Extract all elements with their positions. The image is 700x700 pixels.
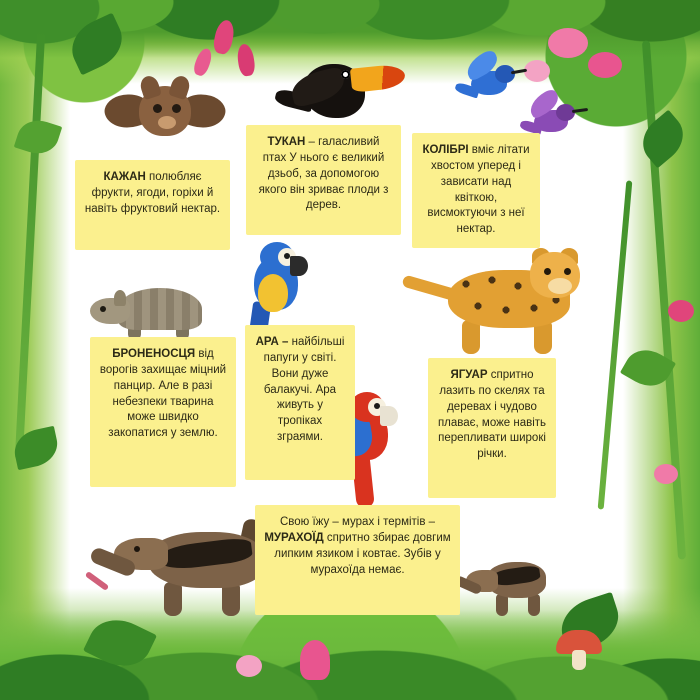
hummingbird-blue-illustration: [455, 55, 527, 115]
fact-card-anteater: [255, 505, 460, 615]
toucan-eye: [341, 70, 350, 79]
armadillo-shell: [118, 288, 202, 330]
fact-card-toucan: [246, 125, 401, 235]
fact-card-macaw: [245, 325, 355, 480]
anteater-eye: [134, 546, 140, 552]
flower-icon: [300, 640, 330, 680]
mushroom-icon: [556, 630, 602, 670]
fact-card-armadillo-name: БРОНЕНОСЦЯ: [112, 348, 196, 360]
fact-card-hummingbird-name: КОЛІБРІ: [422, 144, 469, 156]
armadillo-illustration: [88, 282, 210, 344]
fact-card-bat-name: КАЖАН: [103, 171, 146, 183]
fact-card-anteater-name: МУРАХОЇД: [264, 531, 324, 544]
macaw-beak: [290, 256, 308, 276]
flower-icon: [524, 60, 550, 82]
fact-card-armadillo: [90, 337, 236, 487]
jaguar-eye-right: [564, 268, 571, 275]
fact-card-anteater-text-before: Свою їжу – мурах і термітів –: [279, 516, 436, 528]
anteater-illustration: [90, 516, 280, 632]
anteater-baby-leg-rear: [528, 594, 540, 616]
bat-illustration: [105, 72, 225, 160]
anteater-baby-illustration: [460, 552, 558, 622]
toucan-illustration: [275, 52, 405, 132]
fact-card-bat: [75, 160, 230, 250]
flower-icon: [668, 300, 694, 322]
anteater-leg-front: [164, 582, 182, 616]
bat-snout: [158, 116, 176, 129]
fact-card-macaw-text: найбільші папуги у світі. Вони дуже балакучі. Ара живуть у тропіках зграями.: [263, 336, 345, 444]
flower-icon: [548, 28, 588, 58]
fact-card-toucan-text: – галасливий птах У нього є великий дзьоб, за допомогою якого він зриває плоди з дерев.: [258, 136, 389, 212]
jaguar-leg-rear: [462, 320, 480, 354]
fact-card-bat-text: полюбляє фрукти, ягоди, горіхи й навіть фруктовий нектар.: [84, 171, 221, 215]
mushroom-stem: [572, 650, 586, 670]
armadillo-ear: [114, 290, 126, 306]
flower-icon: [588, 52, 622, 78]
flower-icon: [654, 464, 678, 484]
flower-icon: [236, 655, 262, 677]
toucan-beak: [350, 63, 406, 93]
jaguar-eye-left: [544, 268, 551, 275]
fact-card-hummingbird: [412, 133, 540, 248]
hummingbird-beak: [572, 108, 588, 113]
macaw-beak: [380, 406, 398, 426]
fact-card-armadillo-text: від ворогів захищає міцний панцир. Але в разі небезпеки тварина може швидко закопатися у землю.: [99, 348, 227, 440]
fact-card-anteater-text-after: спритно збирає довгим липким язиком і ковтає. Зубів у мурахоїда немає.: [274, 531, 451, 576]
jaguar-illustration: [402, 248, 582, 368]
fact-card-jaguar: [428, 358, 556, 498]
fact-card-toucan-name: ТУКАН: [267, 136, 306, 148]
bat-eye-left: [153, 104, 162, 113]
armadillo-eye: [100, 306, 106, 312]
fact-card-jaguar-text: спритно лазить по скелях та деревах і чудово плаває, може навіть перепливати широкі річки.: [437, 369, 547, 461]
jaguar-muzzle: [548, 278, 572, 294]
bat-eye-right: [172, 104, 181, 113]
fact-card-macaw-name: АРА –: [255, 336, 289, 348]
fact-card-jaguar-name: ЯГУАР: [450, 369, 488, 381]
fact-card-hummingbird-text: вміє літати хвостом уперед і зависати над квіткою, висмоктуючи з неї нектар.: [427, 144, 530, 236]
macaw-belly: [258, 274, 288, 312]
